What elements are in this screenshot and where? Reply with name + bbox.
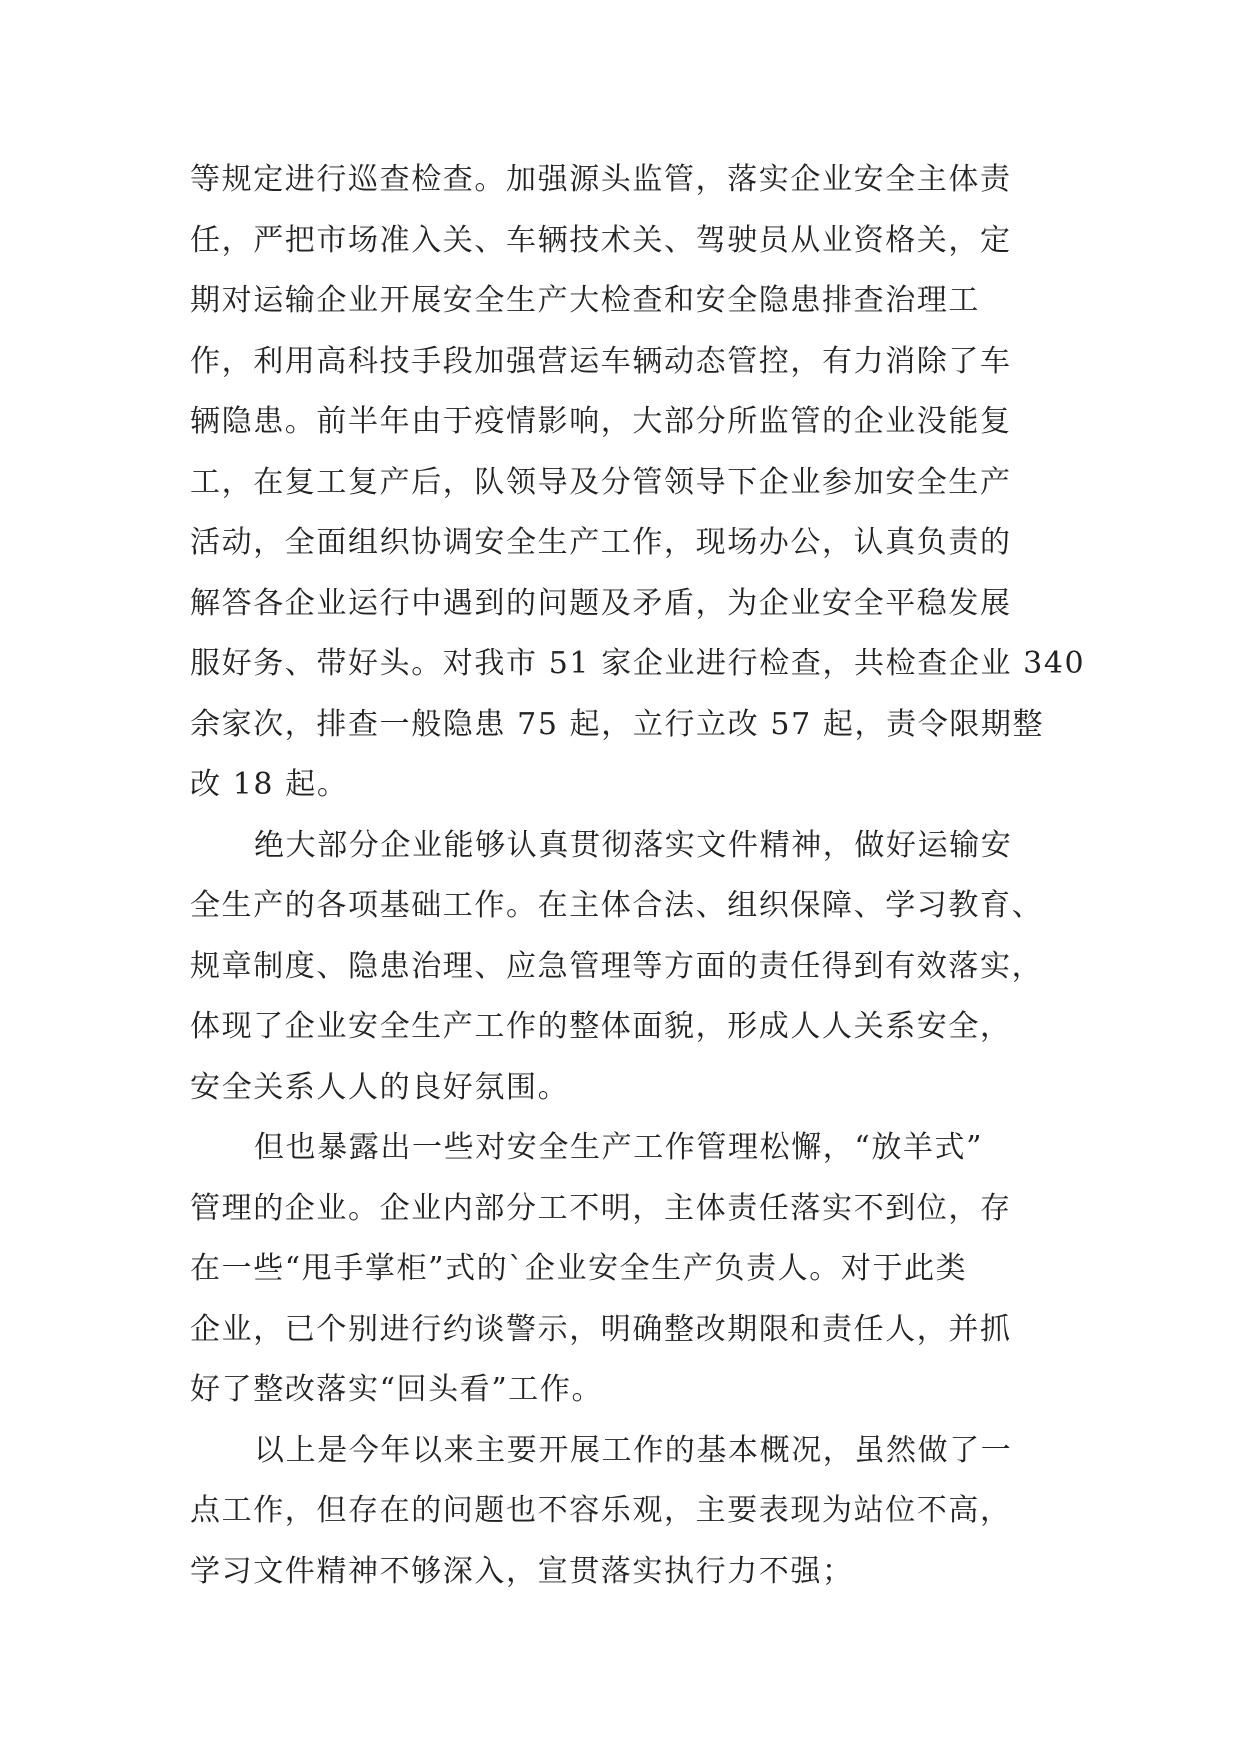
text-line: 学习文件精神不够深入，宣贯落实执行力不强； [190,1553,854,1589]
text-line: 活动，全面组织协调安全生产工作，现场办公，认真负责的 [190,525,1012,560]
text-line: 辆隐患。前半年由于疫情影响，大部分所监管的企业没能复 [190,404,1012,439]
paragraph-3 [190,1118,1060,1421]
text-line: 工，在复工复产后，队领导及分管领导下企业参加安全生产 [190,464,1012,500]
text-line: 规章制度、隐患治理、应急管理等方面的责任得到有效落实， [190,948,1044,984]
text-line: 全生产的各项基础工作。在主体合法、组织保障、学习教育、 [190,888,1044,923]
text-line: 改 18 起。 [190,767,349,802]
text-line: 但也暴露出一些对安全生产工作管理松懈，“放羊式” [254,1130,984,1165]
paragraph-1 [190,150,1086,816]
text-line: 以上是今年以来主要开展工作的基本概况，虽然做了一 [254,1432,1013,1468]
document-body [190,150,1086,1602]
text-line: 好了整改落实“回头看”工作。 [190,1372,604,1407]
text-line: 管理的企业。企业内部分工不明，主体责任落实不到位，存 [190,1190,1012,1226]
text-line: 安全关系人人的良好氛围。 [190,1069,570,1105]
text-line: 余家次，排查一般隐患 75 起，立行立改 57 起，责令限期整 [190,706,1045,742]
paragraph-2 [190,816,1060,1119]
text-line: 服好务、带好头。对我市 51 家企业进行检查，共检查企业 340 [190,646,1086,681]
text-line: 体现了企业安全生产工作的整体面貌，形成人人关系安全， [190,1009,1012,1044]
text-line: 期对运输企业开展安全生产大检查和安全隐患排查治理工 [190,283,980,318]
text-line: 解答各企业运行中遇到的问题及矛盾，为企业安全平稳发展 [190,585,1012,621]
text-line: 绝大部分企业能够认真贯彻落实文件精神，做好运输安 [254,827,1013,863]
text-line: 在一些“甩手掌柜”式的`企业安全生产负责人。对于此类 [190,1251,968,1286]
text-line: 点工作，但存在的问题也不容乐观，主要表现为站位不高， [190,1493,1012,1528]
text-line: 等规定进行巡查检查。加强源头监管，落实企业安全主体责 [190,162,1012,197]
text-line: 作，利用高科技手段加强营运车辆动态管控，有力消除了车 [190,343,1012,379]
text-line: 任，严把市场准入关、车辆技术关、驾驶员从业资格关，定 [190,222,1012,258]
text-line: 企业，已个别进行约谈警示，明确整改期限和责任人，并抓 [190,1311,1012,1347]
paragraph-4 [190,1421,1060,1603]
